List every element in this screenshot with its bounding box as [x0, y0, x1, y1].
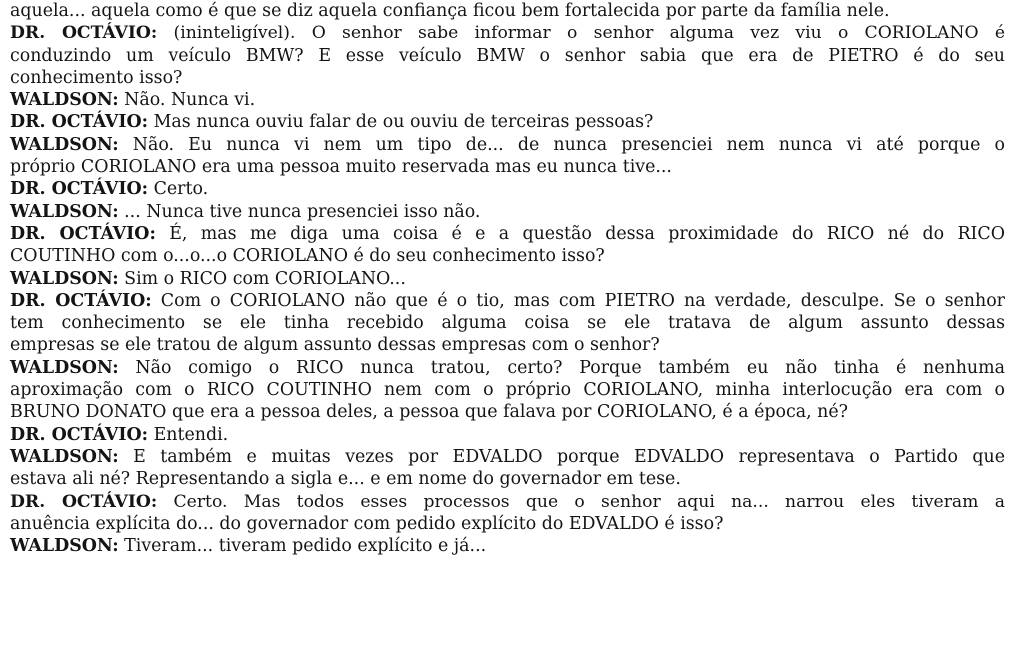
transcript-line: [10, 0, 1005, 22]
utterance-text: próprio CORIOLANO era uma pessoa muito reservada mas eu nunca tive...: [10, 157, 672, 178]
transcript-line: [10, 535, 1005, 557]
utterance-text: Mas nunca ouviu falar de ou ouviu de terceiras pessoas?: [148, 112, 654, 133]
utterance-text: É, mas me diga uma coisa é e a questão dessa proximidade do RICO né do RICO: [155, 223, 1005, 244]
utterance-text: conduzindo um veículo BMW? E esse veículo BMW o senhor sabia que era de PIETRO é do seu: [10, 45, 1005, 66]
utterance-text: aproximação com o RICO COUTINHO nem com o próprio CORIOLANO, minha interlocução era com o: [10, 380, 1005, 401]
transcript-line: [10, 401, 1005, 423]
utterance-text: estava ali né? Representando a sigla e... e em nome do governador em tese.: [10, 469, 681, 490]
transcript-line: [10, 424, 1005, 446]
utterance-text: Sim o RICO com CORIOLANO...: [118, 268, 406, 289]
utterance-text: Não. Eu nunca vi nem um tipo de... de nunca presenciei nem nunca vi até porque o: [118, 134, 1005, 155]
utterance-text: (ininteligível). O senhor sabe informar o senhor alguma vez viu o CORIOLANO é: [157, 23, 1005, 44]
transcript-line: [10, 513, 1005, 535]
utterance-text: anuência explícita do... do governador com pedido explícito do EDVALDO é isso?: [10, 513, 724, 534]
speaker-label: WALDSON:: [10, 357, 119, 378]
transcript-line: [10, 468, 1005, 490]
speaker-label: WALDSON:: [10, 134, 119, 155]
utterance-text: Com o CORIOLANO não que é o tio, mas com PIETRO na verdade, desculpe. Se o senhor: [151, 290, 1005, 311]
transcript-line: [10, 111, 1005, 133]
transcript-line: [10, 178, 1005, 200]
speaker-label: WALDSON:: [10, 446, 119, 467]
speaker-label: DR. OCTÁVIO:: [10, 491, 158, 512]
utterance-text: Não. Nunca vi.: [118, 90, 256, 111]
transcript-line: [10, 223, 1005, 245]
utterance-text: BRUNO DONATO que era a pessoa deles, a pessoa que falava por CORIOLANO, é a época, né?: [10, 402, 848, 423]
utterance-text: Não comigo o RICO nunca tratou, certo? Porque também eu não tinha é nenhuma: [118, 357, 1005, 378]
transcript-line: [10, 89, 1005, 111]
speaker-label: WALDSON:: [10, 201, 119, 222]
transcript-line: [10, 290, 1005, 312]
speaker-label: DR. OCTÁVIO:: [10, 290, 152, 311]
speaker-label: WALDSON:: [10, 268, 119, 289]
transcript-line: [10, 357, 1005, 379]
transcript-line: [10, 245, 1005, 267]
transcript-body: [10, 0, 1005, 557]
speaker-label: DR. OCTÁVIO:: [10, 23, 158, 44]
speaker-label: DR. OCTÁVIO:: [10, 424, 149, 445]
transcript-line: [10, 312, 1005, 334]
speaker-label: DR. OCTÁVIO:: [10, 179, 149, 200]
transcript-line: [10, 156, 1005, 178]
utterance-text: Certo. Mas todos esses processos que o senhor aqui na... narrou eles tiveram a: [157, 491, 1005, 512]
transcript-line: [10, 134, 1005, 156]
transcript-line: [10, 45, 1005, 67]
speaker-label: WALDSON:: [10, 90, 119, 111]
transcript-line: [10, 334, 1005, 356]
utterance-text: conhecimento isso?: [10, 67, 183, 88]
transcript-line: [10, 446, 1005, 468]
utterance-text: Entendi.: [148, 424, 229, 445]
utterance-text: empresas se ele tratou de algum assunto dessas empresas com o senhor?: [10, 335, 660, 356]
utterance-text: tem conhecimento se ele tinha recebido alguma coisa se ele tratava de algum assunto dessas: [10, 313, 1005, 334]
transcript-line: [10, 67, 1005, 89]
speaker-label: WALDSON:: [10, 536, 119, 557]
speaker-label: DR. OCTÁVIO:: [10, 223, 156, 244]
transcript-line: [10, 268, 1005, 290]
transcript-line: [10, 379, 1005, 401]
transcript-line: [10, 491, 1005, 513]
utterance-text: aquela... aquela como é que se diz aquela confiança ficou bem fortalecida por parte da família nele.: [10, 1, 890, 21]
utterance-text: ... Nunca tive nunca presenciei isso não.: [118, 201, 481, 222]
utterance-text: Tiveram... tiveram pedido explícito e já...: [118, 536, 487, 557]
transcript-line: [10, 22, 1005, 44]
utterance-text: COUTINHO com o...o...o CORIOLANO é do seu conhecimento isso?: [10, 246, 605, 267]
transcript-line: [10, 201, 1005, 223]
utterance-text: E também e muitas vezes por EDVALDO porque EDVALDO representava o Partido que: [118, 446, 1005, 467]
speaker-label: DR. OCTÁVIO:: [10, 112, 149, 133]
utterance-text: Certo.: [148, 179, 209, 200]
